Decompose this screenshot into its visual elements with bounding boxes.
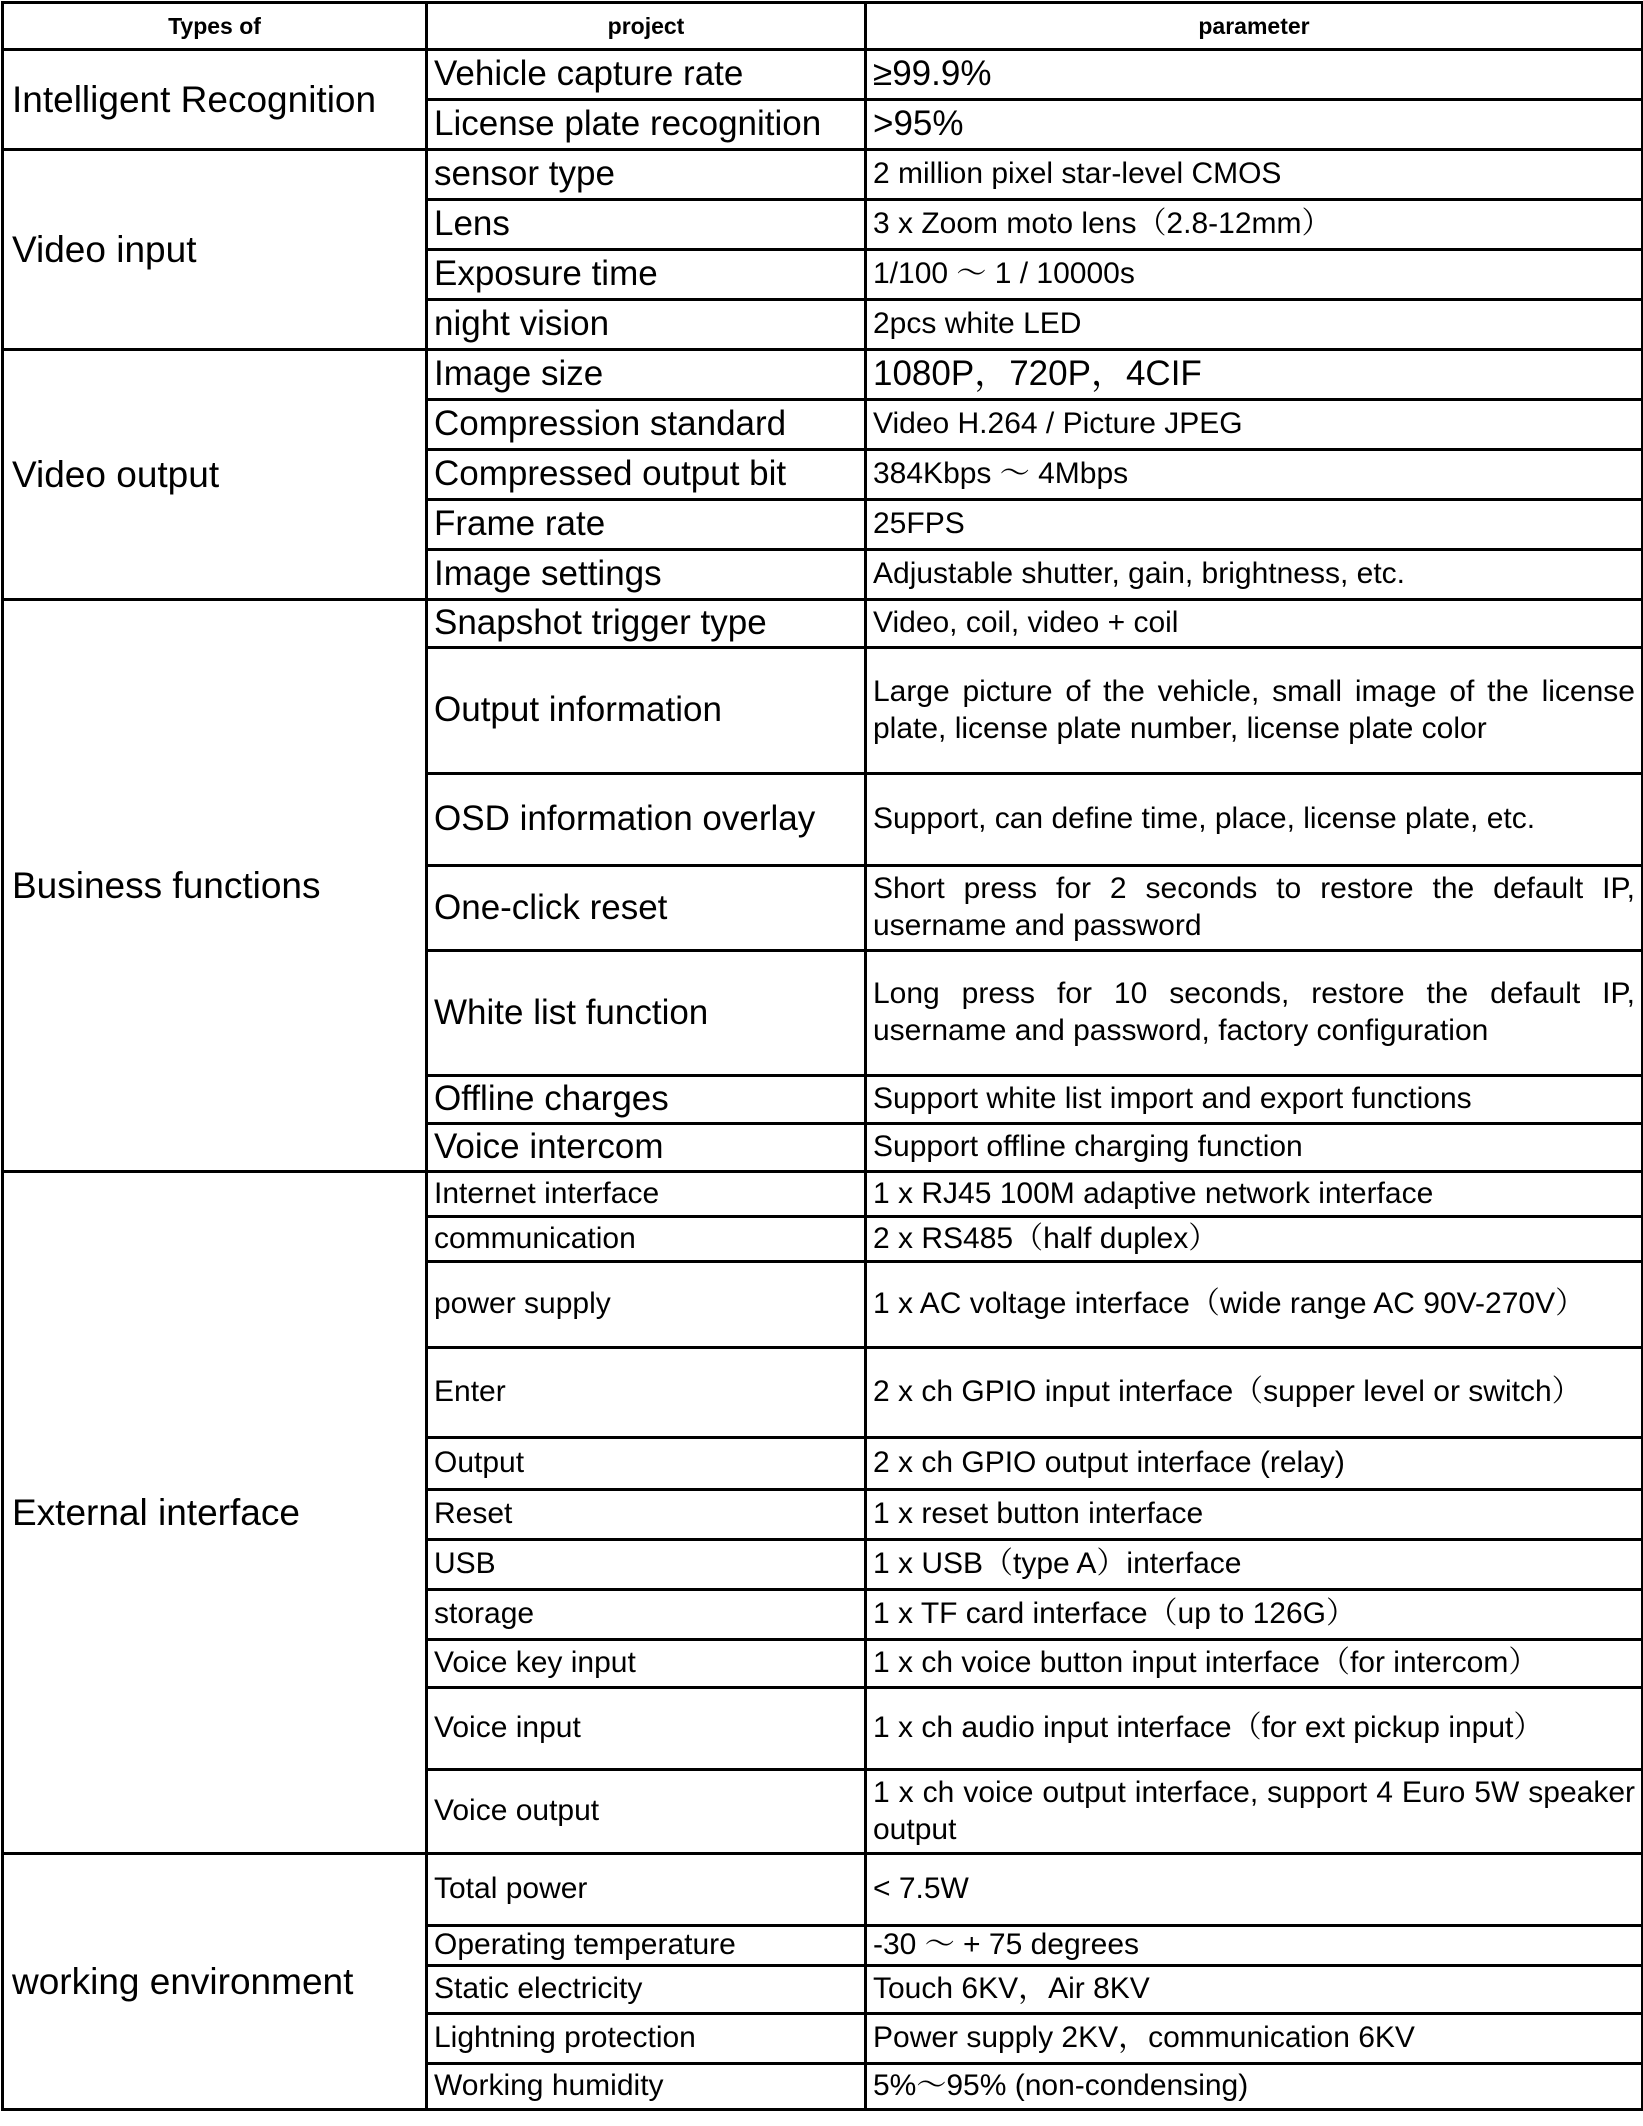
item-label: Offline charges: [427, 1076, 866, 1124]
item-label: communication: [427, 1217, 866, 1262]
item-label: Internet interface: [427, 1172, 866, 1217]
item-label: Reset: [427, 1490, 866, 1540]
item-label: Image size: [427, 350, 866, 400]
item-value: >95%: [866, 100, 1643, 150]
category-intelligent-recognition: Intelligent Recognition: [3, 50, 427, 150]
item-label: Image settings: [427, 550, 866, 600]
category-external-interface: External interface: [3, 1172, 427, 1854]
item-label: Working humidity: [427, 2064, 866, 2110]
item-value: Touch 6KV，Air 8KV: [866, 1966, 1643, 2014]
header-type: Types of: [3, 3, 427, 50]
table-row: [3, 150, 1643, 200]
item-value: 5%～95% (non-condensing): [866, 2064, 1643, 2110]
item-label: Frame rate: [427, 500, 866, 550]
item-label: Snapshot trigger type: [427, 600, 866, 648]
item-value: 1 x AC voltage interface（wide range AC 90V-270V）: [866, 1262, 1643, 1348]
spec-table: [1, 1, 1643, 2111]
category-video-output: Video output: [3, 350, 427, 600]
item-label: White list function: [427, 951, 866, 1076]
item-label: Total power: [427, 1854, 866, 1926]
item-value: 2pcs white LED: [866, 300, 1643, 350]
item-value: Video, coil, video + coil: [866, 600, 1643, 648]
table-row: [3, 350, 1643, 400]
item-label: Lightning protection: [427, 2014, 866, 2064]
item-value: Video H.264 / Picture JPEG: [866, 400, 1643, 450]
item-value: 2 x ch GPIO output interface (relay): [866, 1438, 1643, 1490]
item-label: night vision: [427, 300, 866, 350]
item-value: Support, can define time, place, license plate, etc.: [866, 774, 1643, 866]
item-value: 3 x Zoom moto lens（2.8-12mm）: [866, 200, 1643, 250]
item-label: License plate recognition: [427, 100, 866, 150]
item-value: Adjustable shutter, gain, brightness, etc.: [866, 550, 1643, 600]
item-label: USB: [427, 1540, 866, 1590]
item-label: Voice intercom: [427, 1124, 866, 1172]
item-value: Long press for 10 seconds, restore the default IP, username and password, factory configuration: [866, 951, 1643, 1076]
table-row: [3, 1854, 1643, 1926]
item-value: 1 x USB（type A）interface: [866, 1540, 1643, 1590]
item-value: 1080P，720P，4CIF: [866, 350, 1643, 400]
header-project: project: [427, 3, 866, 50]
item-label: Output: [427, 1438, 866, 1490]
item-label: Voice output: [427, 1770, 866, 1854]
item-value: 2 x RS485（half duplex）: [866, 1217, 1643, 1262]
header-row: [3, 3, 1643, 50]
item-value: 1 x RJ45 100M adaptive network interface: [866, 1172, 1643, 1217]
item-value: 1 x ch voice output interface, support 4 Euro 5W speaker output: [866, 1770, 1643, 1854]
item-value: 2 million pixel star-level CMOS: [866, 150, 1643, 200]
item-label: Compression standard: [427, 400, 866, 450]
item-label: Compressed output bit: [427, 450, 866, 500]
table-row: [3, 600, 1643, 648]
item-value: Support white list import and export functions: [866, 1076, 1643, 1124]
item-label: Output information: [427, 648, 866, 774]
item-label: Enter: [427, 1348, 866, 1438]
item-value: 1/100 ～ 1 / 10000s: [866, 250, 1643, 300]
item-label: storage: [427, 1590, 866, 1640]
item-label: Static electricity: [427, 1966, 866, 2014]
item-label: sensor type: [427, 150, 866, 200]
item-value: 1 x ch audio input interface（for ext pickup input）: [866, 1688, 1643, 1770]
item-label: Vehicle capture rate: [427, 50, 866, 100]
item-label: Operating temperature: [427, 1926, 866, 1966]
item-label: OSD information overlay: [427, 774, 866, 866]
item-value: 1 x TF card interface（up to 126G）: [866, 1590, 1643, 1640]
item-value: Short press for 2 seconds to restore the default IP, username and password: [866, 866, 1643, 951]
item-value: -30 ～ + 75 degrees: [866, 1926, 1643, 1966]
item-value: ≥99.9%: [866, 50, 1643, 100]
item-value: 2 x ch GPIO input interface（supper level or switch）: [866, 1348, 1643, 1438]
item-value: Large picture of the vehicle, small image of the license plate, license plate number, license plate color: [866, 648, 1643, 774]
header-parameter: parameter: [866, 3, 1643, 50]
item-label: power supply: [427, 1262, 866, 1348]
category-working-environment: working environment: [3, 1854, 427, 2110]
item-value: Power supply 2KV，communication 6KV: [866, 2014, 1643, 2064]
category-video-input: Video input: [3, 150, 427, 350]
item-label: Exposure time: [427, 250, 866, 300]
item-value: < 7.5W: [866, 1854, 1643, 1926]
item-value: Support offline charging function: [866, 1124, 1643, 1172]
item-value: 384Kbps ～ 4Mbps: [866, 450, 1643, 500]
category-business-functions: Business functions: [3, 600, 427, 1172]
item-value: 1 x ch voice button input interface（for intercom）: [866, 1640, 1643, 1688]
item-value: 25FPS: [866, 500, 1643, 550]
item-label: One-click reset: [427, 866, 866, 951]
table-row: [3, 1172, 1643, 1217]
item-label: Lens: [427, 200, 866, 250]
item-value: 1 x reset button interface: [866, 1490, 1643, 1540]
item-label: Voice key input: [427, 1640, 866, 1688]
item-label: Voice input: [427, 1688, 866, 1770]
table-row: [3, 50, 1643, 100]
